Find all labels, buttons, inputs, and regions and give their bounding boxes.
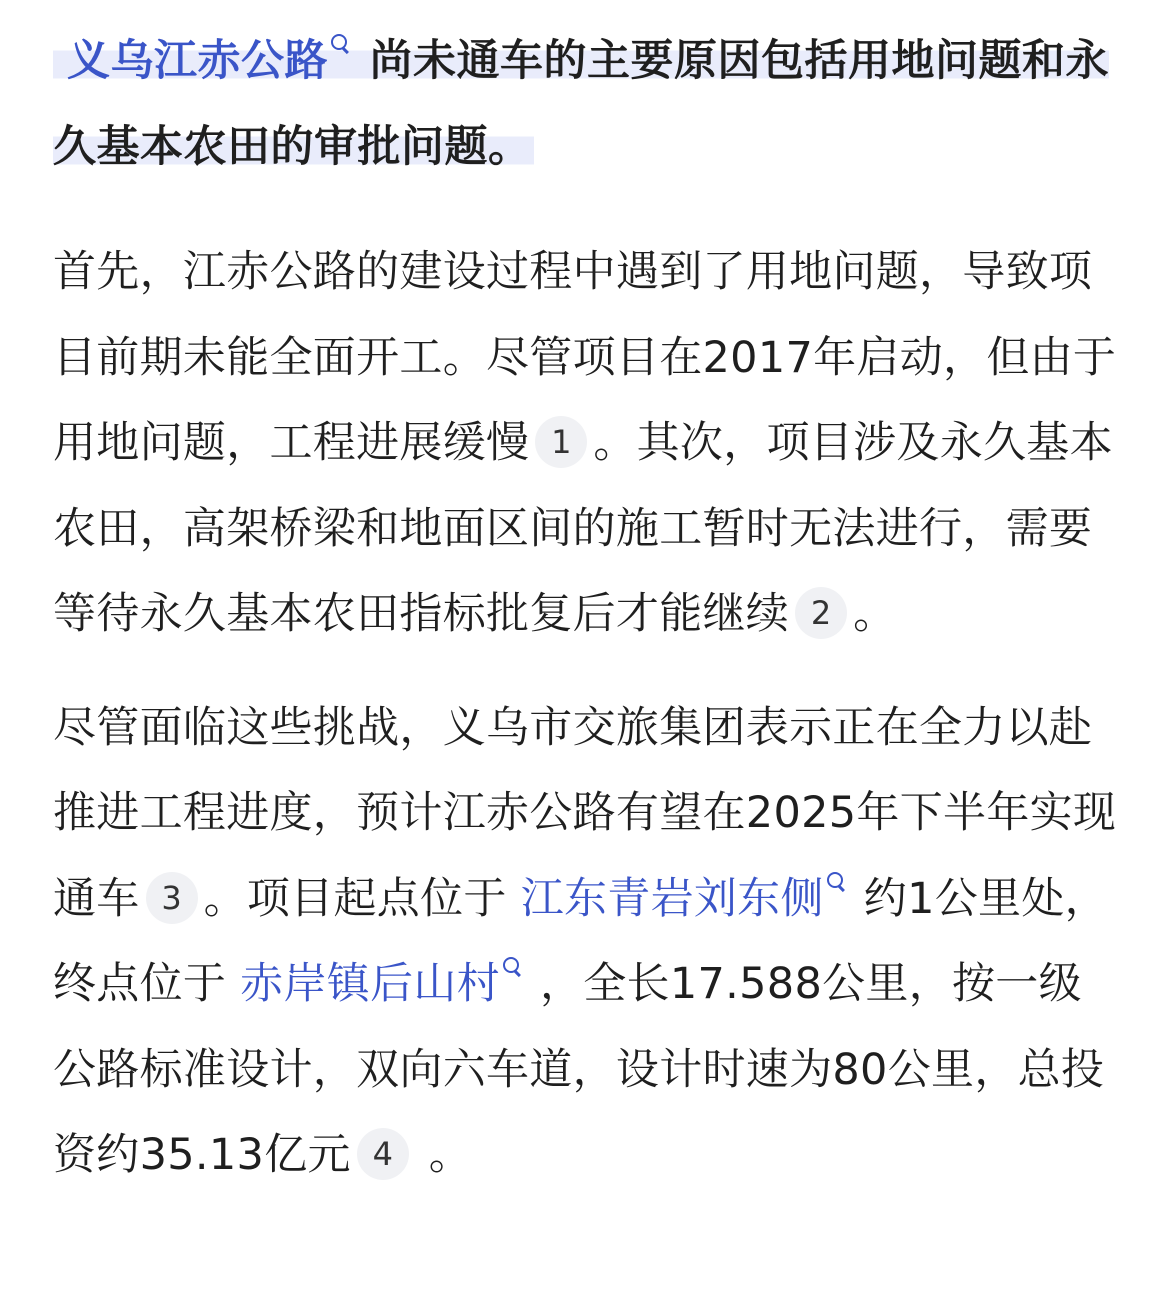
paragraph-2-text-c: 约1公里处，终点位于 <box>53 873 1108 1009</box>
location-link-end[interactable] <box>240 959 526 1009</box>
paragraph-2 <box>53 686 1117 1199</box>
summary-highlight <box>53 32 1109 176</box>
paragraph-2-text-b: 。项目起点位于 <box>203 873 521 924</box>
paragraph-2-text-d: ，全长17.588公里，按一级公路标准设计，双向六车道，设计时速为80公里，总投资约35.13亿元 <box>53 959 1105 1180</box>
location-link-start[interactable] <box>521 874 850 924</box>
search-icon[interactable] <box>826 871 846 895</box>
search-icon[interactable] <box>330 33 350 57</box>
paragraph-2-text-a: 尽管面临这些挑战，义乌市交旅集团表示正在全力以赴推进工程进度，预计江赤公路有望在2025年下半年实现通车 <box>53 702 1117 924</box>
citation-badge-4[interactable]: 4 <box>357 1128 409 1180</box>
answer-content <box>0 18 1169 1199</box>
summary-link-text[interactable]: 义乌江赤公路 <box>67 36 328 86</box>
summary-paragraph <box>53 18 1117 190</box>
citation-badge-3[interactable]: 3 <box>146 872 198 924</box>
citation-badge-2[interactable]: 2 <box>795 587 847 639</box>
citation-badge-1[interactable]: 1 <box>535 416 587 468</box>
search-icon[interactable] <box>502 956 522 980</box>
location-link-end-text[interactable]: 赤岸镇后山村 <box>240 959 500 1009</box>
location-link-start-text[interactable]: 江东青岩刘东侧 <box>520 873 824 924</box>
summary-link[interactable] <box>55 36 354 86</box>
summary-text: 尚未通车的主要原因包括用地问题和永久基本农田的审批问题。 <box>53 36 1109 172</box>
paragraph-1-text-b: 。其次，项目涉及永久基本农田，高架桥梁和地面区间的施工暂时无法进行，需要等待永久基本农田指标批复后才能继续 <box>53 418 1113 639</box>
paragraph-1-text-c: 。 <box>853 589 897 639</box>
paragraph-2-text-e: 。 <box>414 1130 473 1180</box>
paragraph-1 <box>53 230 1117 658</box>
paragraph-1-text-a: 首先，江赤公路的建设过程中遇到了用地问题，导致项目前期未能全面开工。尽管项目在2017年启动，但由于用地问题，工程进展缓慢 <box>53 247 1117 468</box>
